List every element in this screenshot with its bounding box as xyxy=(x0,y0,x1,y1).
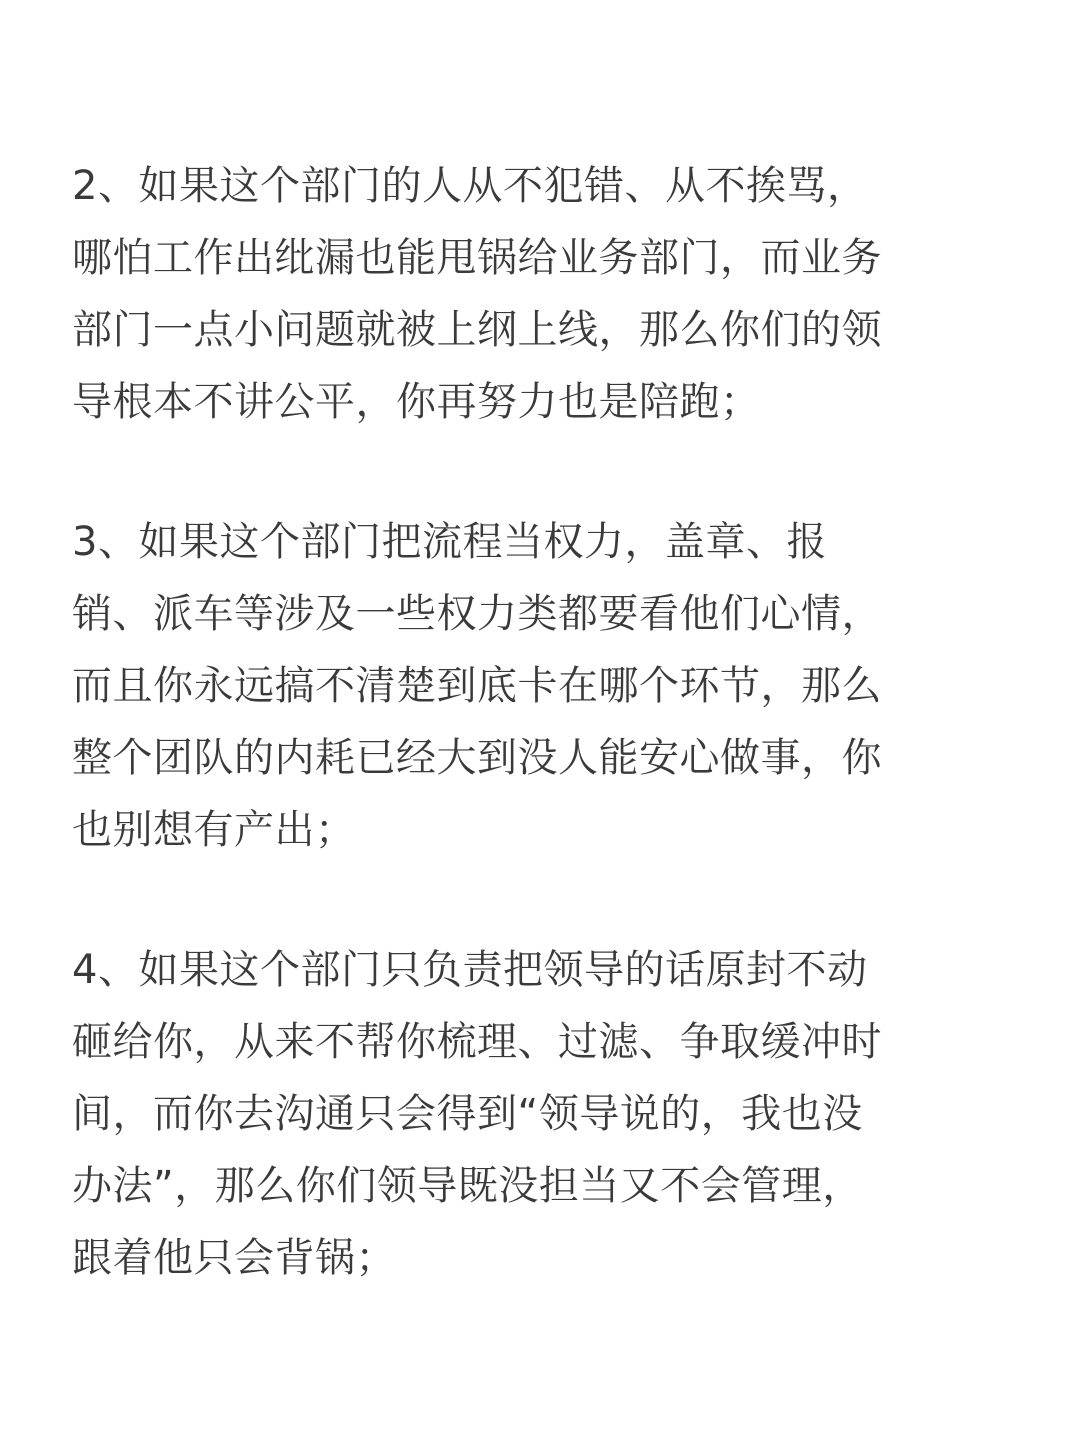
text-line: 间，而你去沟通只会得到“领导说的，我也没 xyxy=(72,1091,863,1137)
text-line: 销、派车等涉及一些权力类都要看他们心情， xyxy=(72,591,882,637)
paragraph-point-3 xyxy=(72,506,1012,866)
text-line: 哪怕工作出纰漏也能甩锅给业务部门，而业务 xyxy=(72,235,882,281)
text-line: 导根本不讲公平，你再努力也是陪跑； xyxy=(72,379,761,425)
text-line: 4、如果这个部门只负责把领导的话原封不动 xyxy=(72,947,868,993)
text-line: 而且你永远搞不清楚到底卡在哪个环节，那么 xyxy=(72,663,882,709)
text-line: 跟着他只会背锅； xyxy=(72,1235,396,1281)
text-line: 整个团队的内耗已经大到没人能安心做事，你 xyxy=(72,735,882,781)
text-line: 也别想有产出； xyxy=(72,807,356,853)
text-line: 2、如果这个部门的人从不犯错、从不挨骂， xyxy=(72,163,868,209)
text-line: 办法”，那么你们领导既没担当又不会管理， xyxy=(72,1163,863,1209)
text-line: 砸给你，从来不帮你梳理、过滤、争取缓冲时 xyxy=(72,1019,882,1065)
text-line: 部门一点小问题就被上纲上线，那么你们的领 xyxy=(72,307,882,353)
paragraph-point-2 xyxy=(72,150,1012,438)
text-line: 3、如果这个部门把流程当权力，盖章、报 xyxy=(72,519,827,565)
paragraph-point-4 xyxy=(72,934,1012,1294)
